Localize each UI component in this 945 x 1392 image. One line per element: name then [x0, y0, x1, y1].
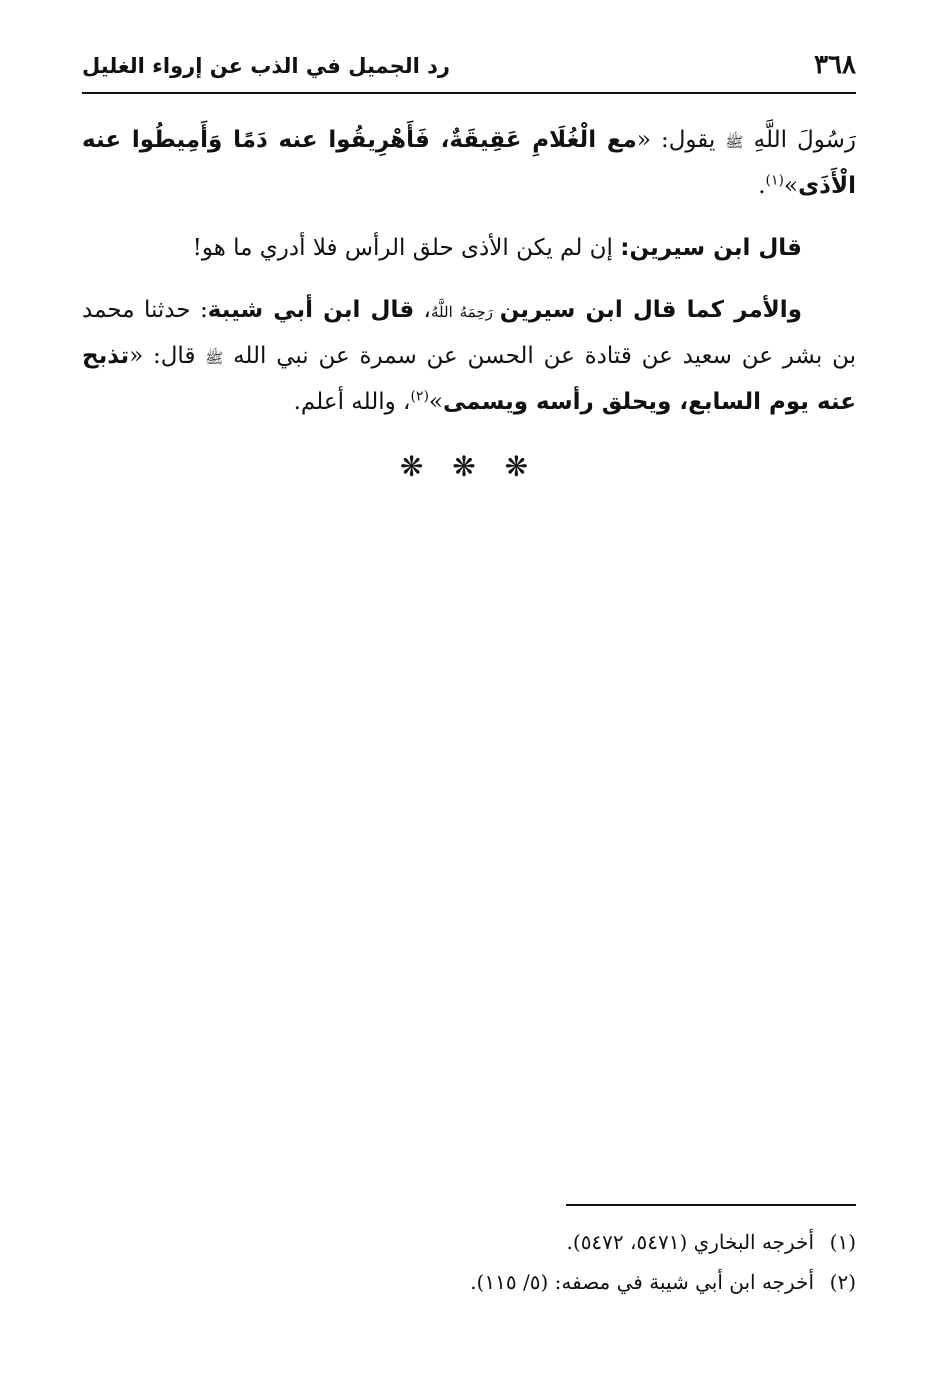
text-segment: .	[758, 173, 766, 199]
bold-segment: قال ابن أبي شيبة	[207, 297, 415, 323]
paragraph-ibn-abi-shayba	[82, 288, 856, 424]
text-segment: ،	[414, 297, 431, 323]
footnote-ref-2: (٢)	[410, 388, 429, 405]
honorific: ﷺ	[725, 133, 744, 151]
section-divider-ornament: ❋ ❋ ❋	[399, 450, 539, 483]
text-segment: »	[428, 389, 443, 415]
footnote	[82, 1262, 856, 1302]
footnote-number: (٢)	[829, 1270, 856, 1294]
paragraph-ibn-sirin	[82, 226, 856, 270]
footnote-ref-1: (١)	[765, 172, 785, 189]
text-segment: قال: «	[129, 343, 206, 369]
text-segment: رَسُولَ اللَّهِ	[743, 127, 857, 153]
honorific: رَحِمَهُ اللَّهُ	[430, 303, 500, 321]
footnotes	[82, 1222, 856, 1302]
honorific: ﷺ	[205, 349, 224, 367]
footnote-text: أخرجه ابن أبي شيبة في مصفه: (٥/ ١١٥).	[470, 1270, 814, 1294]
paragraph-hadith	[82, 118, 856, 208]
main-text	[82, 118, 856, 424]
text-segment: : حدثنا محمد بن بشر عن سعيد عن قتادة عن الحسن عن سمرة عن نبي الله	[82, 297, 856, 369]
page-number: ٣٦٨	[814, 50, 856, 80]
page-header	[82, 48, 856, 94]
hadith-quote: مع الْغُلَامِ عَقِيقَةٌ، فَأَهْرِيقُوا عنه دَمًا وَأَمِيطُوا عنه الْأَذَى	[82, 127, 856, 199]
text-segment: إن لم يكن الأذى حلق الرأس فلا أدري ما هو!	[192, 235, 621, 261]
footnote-text: أخرجه البخاري (٥٤٧١، ٥٤٧٢).	[566, 1230, 814, 1254]
bold-segment: والأمر كما قال ابن سيرين	[499, 297, 802, 323]
text-segment: »	[784, 173, 799, 199]
text-segment: ، والله أعلم.	[293, 389, 411, 415]
speaker-label: قال ابن سيرين:	[620, 235, 802, 261]
footnote	[82, 1222, 856, 1262]
text-segment: يقول: «	[636, 127, 726, 153]
footnote-number: (١)	[829, 1230, 856, 1254]
running-title: رد الجميل في الذب عن إرواء الغليل	[82, 54, 451, 78]
hadith-quote: تذبح عنه يوم السابع، ويحلق رأسه ويسمى	[82, 343, 856, 415]
footnote-separator	[566, 1204, 856, 1206]
